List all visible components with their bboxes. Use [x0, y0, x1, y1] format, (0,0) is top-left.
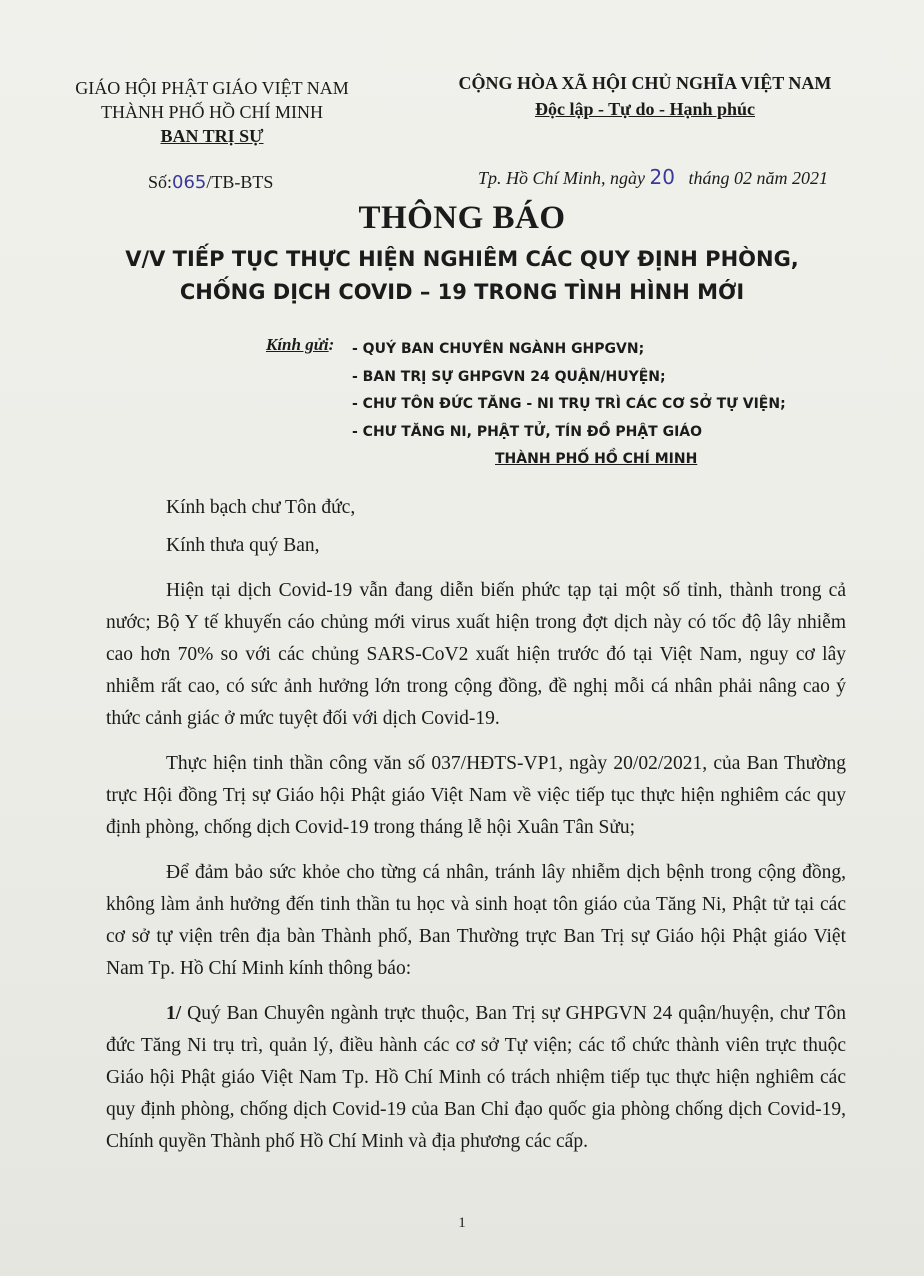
paragraph-2: Thực hiện tinh thần công văn số 037/HĐTS-VP1, ngày 20/02/2021, của Ban Thường trực Hội đồng Trị sự Giáo hội Phật giáo Việt Nam về việc tiếp tục thực hiện nghiêm các quy định phòng, chống dịch Covid-19 trong tháng lễ hội Xuân Tân Sửu;	[106, 753, 846, 838]
paragraph-3: Để đảm bảo sức khỏe cho từng cá nhân, tránh lây nhiễm dịch bệnh trong cộng đồng, không làm ảnh hưởng đến tinh thần tu học và sinh hoạt tôn giáo của Tăng Ni, Phật tử tại các cơ sở tự viện trên địa bàn Thành phố, Ban Thường trực Ban Trị sự Giáo hội Phật giáo Việt Nam Tp. Hồ Chí Minh kính thông báo:	[106, 862, 846, 979]
recipient-item: - BAN TRỊ SỰ GHPGVN 24 QUẬN/HUYỆN;	[352, 368, 666, 385]
recipients-label-colon: :	[328, 335, 335, 354]
date-prefix: Tp. Hồ Chí Minh, ngày	[478, 168, 646, 188]
org-line-3: BAN TRỊ SỰ	[160, 126, 264, 146]
salutation-2: Kính thưa quý Ban,	[166, 535, 320, 556]
recipient-item: - QUÝ BAN CHUYÊN NGÀNH GHPGVN;	[352, 341, 645, 357]
document-subtitle	[0, 243, 924, 309]
recipients-label	[266, 335, 334, 355]
number-prefix: Số:	[148, 172, 173, 192]
paragraph-4-marker: 1/	[166, 1003, 182, 1024]
recipients-label-text: Kính gửi	[266, 335, 329, 354]
date-day-handwritten: 20	[649, 165, 675, 189]
nation-name: CỘNG HÒA XÃ HỘI CHỦ NGHĨA VIỆT NAM	[458, 73, 832, 93]
document-number	[148, 172, 273, 193]
document-body	[106, 492, 846, 1158]
recipient-item: - CHƯ TÔN ĐỨC TĂNG - NI TRỤ TRÌ CÁC CƠ SỞ TỰ VIỆN;	[352, 396, 786, 412]
paragraph-4-text: Quý Ban Chuyên ngành trực thuộc, Ban Trị sự GHPGVN 24 quận/huyện, chư Tôn đức Tăng Ni trụ trì, quản lý, điều hành các cơ sở Tự viện; các tổ chức thành viên trực thuộc Giáo hội Phật giáo Việt Nam Tp. Hồ Chí Minh có trách nhiệm tiếp tục thực hiện nghiêm các quy định phòng, chống dịch Covid-19 của Ban Chỉ đạo quốc gia phòng chống dịch Covid-19, Chính quyền Thành phố Hồ Chí Minh và địa phương các cấp.	[106, 1003, 846, 1152]
number-handwritten: 065	[172, 172, 207, 193]
subtitle-line-2: CHỐNG DỊCH COVID – 19 TRONG TÌNH HÌNH MỚI	[179, 280, 745, 304]
number-suffix: /TB-BTS	[206, 172, 274, 192]
recipient-item-city: THÀNH PHỐ HỒ CHÍ MINH	[495, 451, 698, 467]
page-number: 1	[458, 1215, 466, 1231]
document-title: THÔNG BÁO	[358, 200, 566, 236]
national-heading	[430, 70, 860, 122]
date-suffix: tháng 02 năm 2021	[688, 168, 828, 188]
issuing-organization	[62, 76, 362, 148]
recipients-list	[352, 336, 786, 474]
subtitle-line-1: V/V TIẾP TỤC THỰC HIỆN NGHIÊM CÁC QUY ĐỊNH PHÒNG,	[125, 247, 799, 271]
document-date	[478, 165, 828, 189]
nation-motto: Độc lập - Tự do - Hạnh phúc	[534, 99, 756, 119]
org-line-2: THÀNH PHỐ HỒ CHÍ MINH	[101, 102, 323, 122]
paragraph-4	[106, 998, 846, 1158]
org-line-1: GIÁO HỘI PHẬT GIÁO VIỆT NAM	[75, 78, 349, 98]
recipient-item: - CHƯ TĂNG NI, PHẬT TỬ, TÍN ĐỒ PHẬT GIÁO	[352, 423, 703, 440]
paragraph-1: Hiện tại dịch Covid-19 vẫn đang diễn biến phức tạp tại một số tỉnh, thành trong cả nước; Bộ Y tế khuyến cáo chủng mới virus xuất hiện trong đợt dịch này có tốc độ lây nhiễm cao hơn 70% so với các chủng SARS-CoV2 xuất hiện trước đó tại Việt Nam, nguy cơ lây nhiễm rất cao, có sức ảnh hưởng lớn trong cộng đồng, đề nghị mỗi cá nhân phải nâng cao ý thức cảnh giác ở mức tuyệt đối với dịch Covid-19.	[106, 580, 846, 729]
salutation-1: Kính bạch chư Tôn đức,	[166, 497, 356, 518]
